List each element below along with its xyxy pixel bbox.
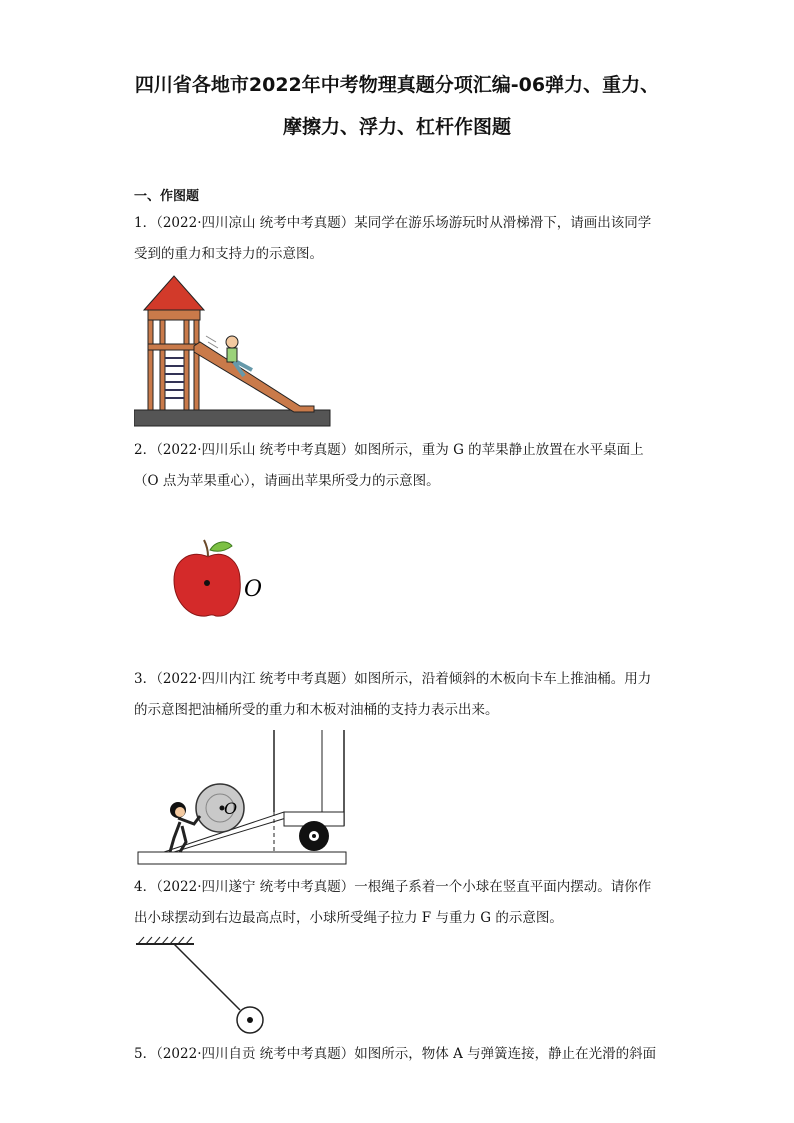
question-2-line2: （O 点为苹果重心），请画出苹果所受力的示意图。: [134, 473, 440, 489]
apple-figure: [170, 536, 280, 622]
question-3: [134, 664, 664, 726]
question-5: [134, 1039, 664, 1070]
truck-figure: [134, 730, 354, 870]
question-4-line2: 出小球摆动到右边最高点时，小球所受绳子拉力 F 与重力 G 的示意图。: [134, 910, 563, 926]
question-4: [134, 872, 664, 934]
question-4-line1: 4．（2022·四川遂宁 统考中考真题）一根绳子系着一个小球在竖直平面内摆动。请你作: [134, 879, 652, 895]
page-title-line2: 摩擦力、浮力、杠杆作图题: [282, 116, 511, 138]
section-heading: 一、作图题: [134, 189, 200, 204]
question-2-line1: 2．（2022·四川乐山 统考中考真题）如图所示，重为 G 的苹果静止放置在水平桌面上: [134, 442, 644, 458]
page-title-line1: 四川省各地市2022年中考物理真题分项汇编-06弹力、重力、: [134, 74, 660, 96]
question-3-line2: 的示意图把油桶所受的重力和木板对油桶的支持力表示出来。: [134, 702, 499, 718]
question-1-line2: 受到的重力和支持力的示意图。: [134, 246, 323, 262]
pendulum-figure: [134, 936, 274, 1038]
question-1: [134, 208, 664, 270]
apple-label-o: O: [244, 577, 263, 602]
question-2: [134, 435, 664, 497]
question-3-line1: 3．（2022·四川内江 统考中考真题）如图所示，沿着倾斜的木板向卡车上推油桶。用力: [134, 671, 652, 687]
center-of-gravity-dot: [204, 580, 210, 586]
barrel-label-o: O: [224, 799, 238, 818]
question-1-line1: 1．（2022·四川凉山 统考中考真题）某同学在游乐场游玩时从滑梯滑下，请画出该同学: [134, 215, 652, 231]
slide-figure: [134, 272, 334, 432]
question-5-line1: 5．（2022·四川自贡 统考中考真题）如图所示，物体 A 与弹簧连接，静止在光滑的斜面: [134, 1046, 657, 1062]
